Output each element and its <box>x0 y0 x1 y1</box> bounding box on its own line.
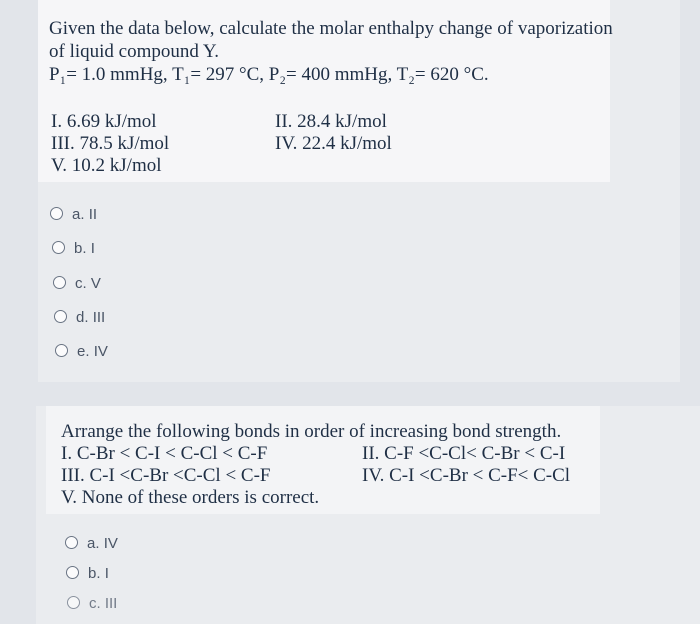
question-2-option-b[interactable] <box>66 565 109 583</box>
option-letter: a. <box>87 535 100 552</box>
radio-button-icon[interactable] <box>53 276 66 289</box>
question-1-option-a[interactable] <box>50 206 97 224</box>
question-1-option-c[interactable] <box>53 275 101 293</box>
question-1-prompt-line-1: Given the data below, calculate the molar enthalpy change of vaporization <box>49 18 613 39</box>
option-letter: c. <box>75 275 87 292</box>
option-value: III <box>104 595 118 612</box>
question-1-choice-I: I. 6.69 kJ/mol <box>51 111 157 132</box>
radio-button-icon[interactable] <box>55 344 68 357</box>
option-value: III <box>92 309 106 326</box>
option-value: V <box>90 275 101 292</box>
question-1-option-e[interactable] <box>55 343 108 361</box>
option-letter: e. <box>77 343 90 360</box>
question-1-choice-IV: IV. 22.4 kJ/mol <box>275 133 392 154</box>
radio-button-icon[interactable] <box>67 596 80 609</box>
question-1-choice-III: III. 78.5 kJ/mol <box>51 133 170 154</box>
question-2-choice-I: I. C-Br < C-I < C-Cl < C-F <box>61 443 268 464</box>
question-1-option-b[interactable] <box>52 240 95 258</box>
radio-button-icon[interactable] <box>65 536 78 549</box>
question-1-data-line: P₁= 1.0 mmHg, T₁= 297 °C, P₂= 400 mmHg, T₂= 620 °C. <box>49 64 489 85</box>
radio-button-icon[interactable] <box>66 566 79 579</box>
question-2-option-c[interactable] <box>67 595 117 613</box>
question-2-choice-V: V. None of these orders is correct. <box>61 487 320 508</box>
option-letter: a. <box>72 206 85 223</box>
question-2-option-a[interactable] <box>65 535 118 553</box>
option-letter: b. <box>74 240 87 257</box>
option-value: IV <box>93 343 108 360</box>
option-letter: d. <box>76 309 89 326</box>
question-2-choice-II: II. C-F <C-Cl< C-Br < C-I <box>362 443 566 464</box>
radio-button-icon[interactable] <box>54 310 67 323</box>
option-letter: b. <box>88 565 101 582</box>
option-value: IV <box>103 535 118 552</box>
option-value: I <box>90 240 95 257</box>
radio-button-icon[interactable] <box>52 241 65 254</box>
question-1-choice-V: V. 10.2 kJ/mol <box>51 155 162 176</box>
radio-button-icon[interactable] <box>50 207 63 220</box>
option-letter: c. <box>89 595 101 612</box>
question-1-prompt-line-2: of liquid compound Y. <box>49 41 219 62</box>
question-2-prompt: Arrange the following bonds in order of increasing bond strength. <box>61 421 562 442</box>
question-2-choice-IV: IV. C-I <C-Br < C-F< C-Cl <box>362 465 571 486</box>
option-value: I <box>104 565 109 582</box>
option-value: II <box>88 206 98 223</box>
question-1-option-d[interactable] <box>54 309 105 327</box>
question-1-choice-II: II. 28.4 kJ/mol <box>275 111 387 132</box>
question-2-choice-III: III. C-I <C-Br <C-Cl < C-F <box>61 465 271 486</box>
